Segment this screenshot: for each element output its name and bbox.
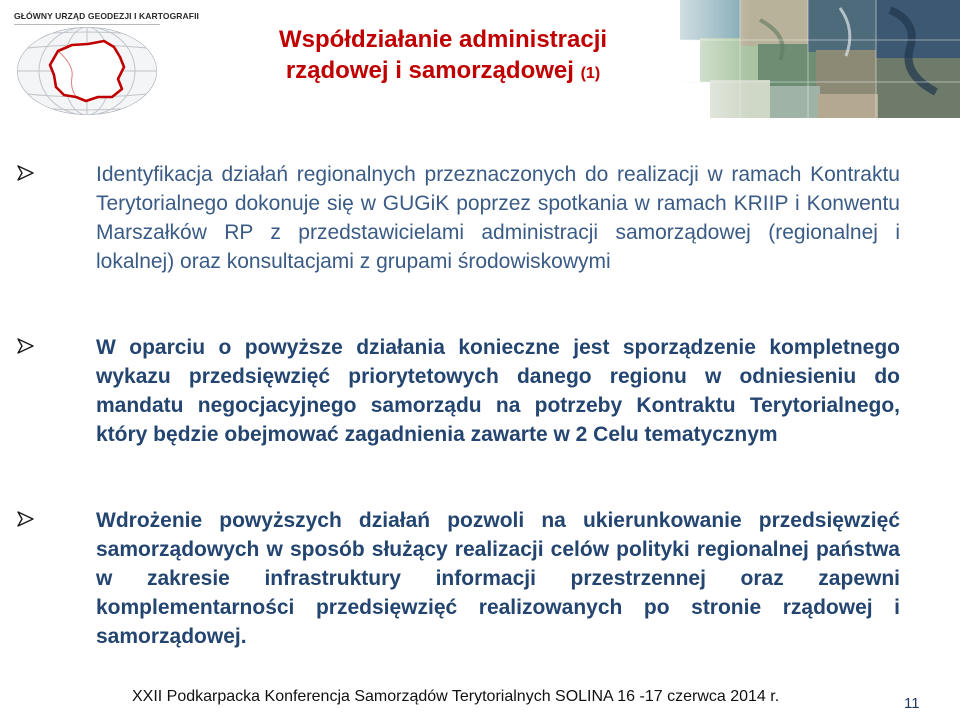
bullet-item-1 — [96, 160, 900, 276]
slide-title — [208, 24, 678, 89]
poland-outline — [50, 41, 124, 101]
gugik-logo — [14, 8, 199, 118]
bullet-text-2: W oparciu o powyższe działania konieczne jest sporządzenie kompletnego wykazu przedsięwzięć priorytetowych danego regionu w odniesieniu do mandatu negocjacyjnego samorządu na potrzeby Kontraktu Terytorialnego, który będzie obejmować zagadnienia zawarte w 2 Celu tematycznym — [96, 336, 900, 446]
bullet-item-3 — [96, 506, 900, 651]
title-line-2-text: rządowej i samorządowej — [285, 57, 574, 84]
title-line-2 — [208, 55, 678, 89]
satellite-map-mosaic — [640, 0, 960, 118]
bullet-text-1: Identyfikacja działań regionalnych przeznaczonych do realizacji w ramach Kontraktu Terytorialnego dokonuje się w GUGiK poprzez spotkania w ramach KRIIP i Konwentu Marszałków RP z przedstawicielami administracji samorządowej (regionalnej i lokalnej) oraz konsultacjami z grupami środowiskowymi — [96, 163, 900, 273]
footer-text: XXII Podkarpacka Konferencja Samorządów Terytorialnych SOLINA 16 -17 czerwca 2014 r. — [132, 688, 780, 705]
arrow-bullet-icon — [16, 164, 36, 182]
logo-text: GŁÓWNY URZĄD GEODEZJI I KARTOGRAFII — [14, 8, 160, 25]
title-suffix: (1) — [580, 65, 601, 82]
arrow-bullet-icon — [16, 337, 36, 355]
gugik-logo-icon — [14, 25, 160, 118]
bullet-item-2 — [96, 333, 900, 449]
bullet-text-3: Wdrożenie powyższych działań pozwoli na ukierunkowanie przedsięwzięć samorządowych w sposób służący realizacji celów polityki regionalnej państwa w zakresie infrastruktury informacji przestrzennej oraz zapewni komplementarności przedsięwzięć realizowanych po stronie rządowej i samorządowej. — [96, 509, 900, 648]
page-number: 11 — [904, 695, 920, 712]
arrow-bullet-icon — [16, 510, 36, 528]
title-line-1: Współdziałanie administracji — [278, 26, 608, 53]
